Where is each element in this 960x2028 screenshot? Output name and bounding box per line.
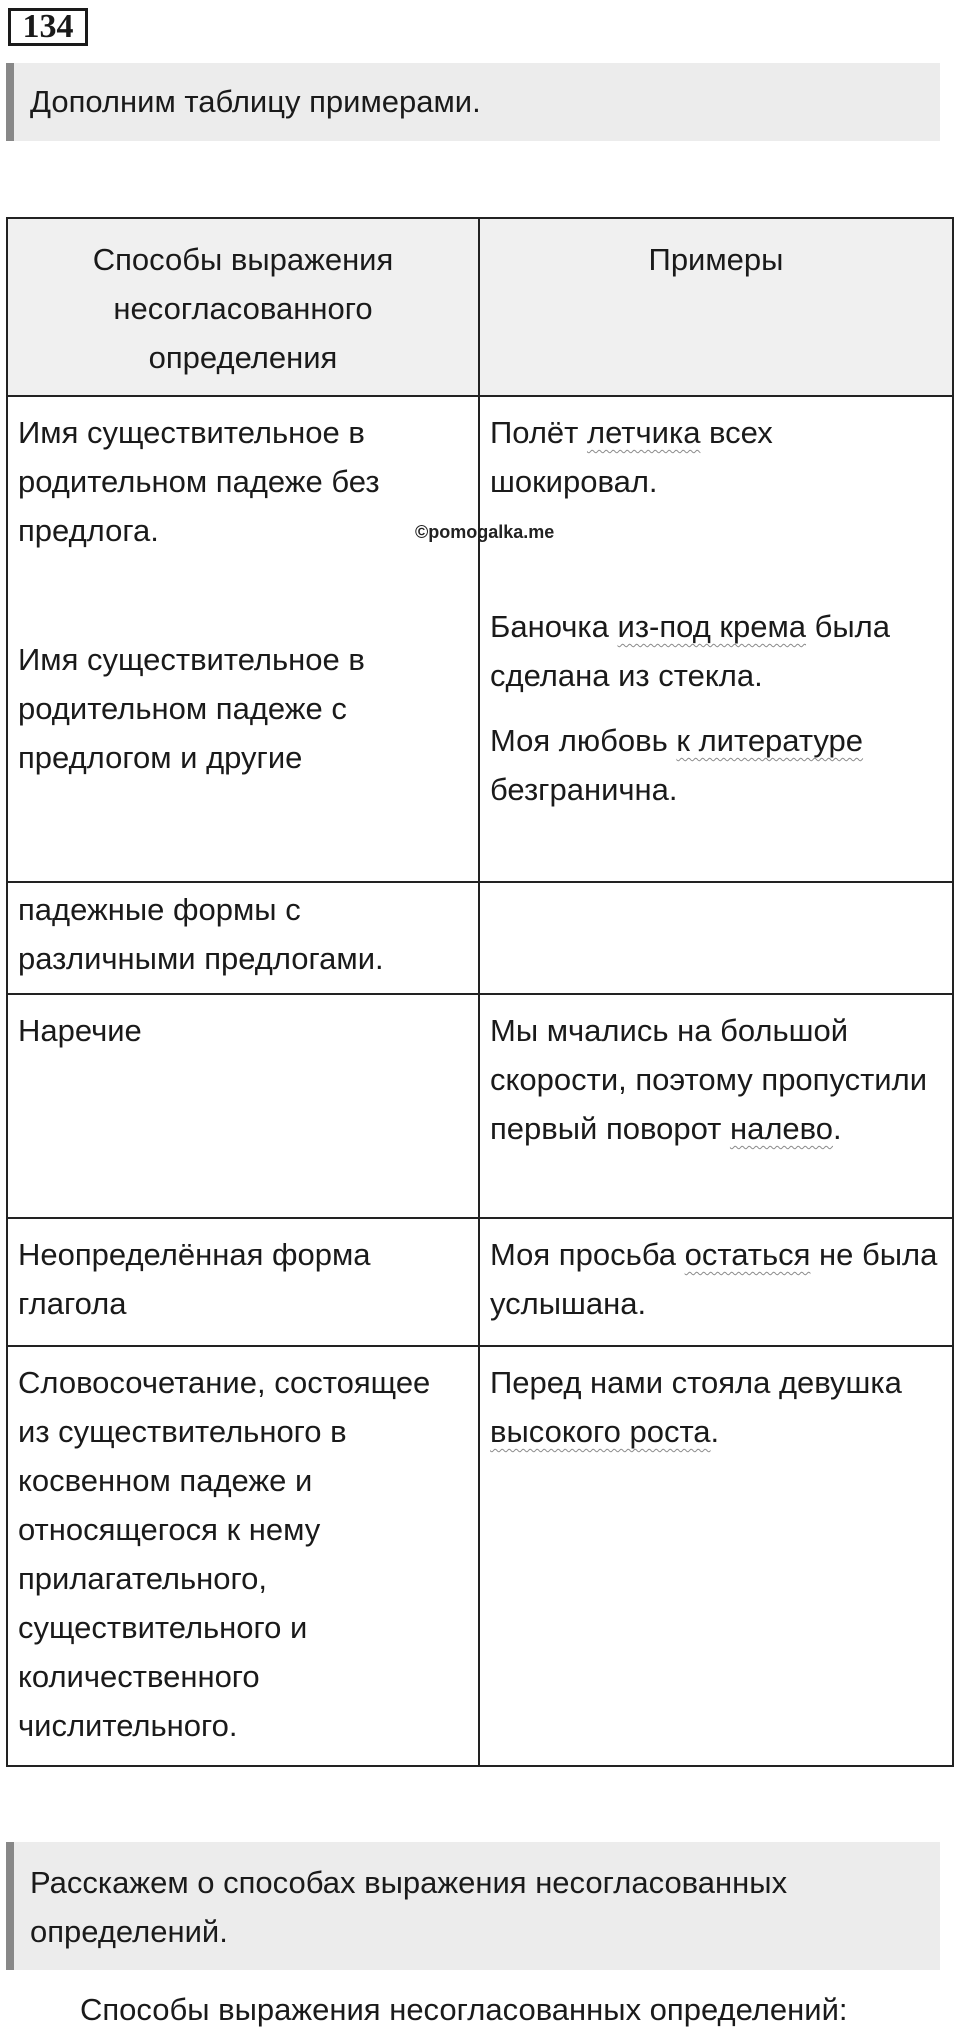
header-examples: Примеры	[480, 219, 952, 395]
watermark: ©pomogalka.me	[415, 522, 555, 542]
intro-text: Дополним таблицу примерами.	[30, 84, 481, 119]
table-row	[8, 993, 952, 1217]
example-cell	[480, 883, 952, 993]
way-cell: Наречие	[8, 995, 480, 1217]
way-cell: Неопределённая форма глагола	[8, 1219, 480, 1345]
table-row	[8, 881, 952, 993]
task-number: 134	[8, 8, 88, 46]
marked-word: налево	[729, 1111, 834, 1146]
example-cell: Мы мчались на большой скорости, поэтому пропустили первый поворот налево.	[490, 1013, 928, 1146]
example-cell	[480, 397, 952, 881]
marked-word: из-под крема	[617, 609, 807, 644]
example-text: Баночка из-под крема была сделана из стекла.	[490, 609, 890, 693]
table-row	[8, 1345, 952, 1765]
way-text: Имя существительное в родительном падеже без предлога.	[18, 415, 380, 548]
way-cell	[8, 397, 480, 881]
definitions-table	[6, 217, 954, 1767]
footer-line: Способы выражения несогласованных определений:	[80, 1992, 848, 2027]
section-title: Расскажем о способах выражения несогласованных определений.	[30, 1865, 788, 1949]
intro-banner	[6, 63, 940, 141]
table-header-row	[8, 219, 952, 395]
header-ways: Способы выражения несогласованного определения	[8, 219, 480, 395]
table-row	[8, 395, 952, 881]
table-row	[8, 1217, 952, 1345]
way-text: Имя существительное в родительном падеже с предлогом и другие	[18, 642, 365, 775]
way-cell: падежные формы с различными предлогами.	[8, 883, 480, 993]
example-cell: Перед нами стояла девушка высокого роста.	[490, 1365, 902, 1449]
section-banner	[6, 1842, 940, 1970]
marked-word: к литературе	[676, 723, 864, 758]
marked-word: летчика	[586, 415, 701, 450]
marked-word: остаться	[684, 1237, 811, 1272]
example-cell: Моя просьба остаться не была услышана.	[490, 1237, 938, 1321]
example-text: Моя любовь к литературе безгранична.	[490, 723, 864, 807]
way-cell: Словосочетание, состоящее из существительного в косвенном падеже и относящегося к нему прилагательного, существительного и количественного числительного.	[8, 1347, 480, 1765]
marked-word: высокого роста	[490, 1414, 711, 1449]
example-text: Полёт летчика всех шокировал.	[490, 415, 773, 499]
